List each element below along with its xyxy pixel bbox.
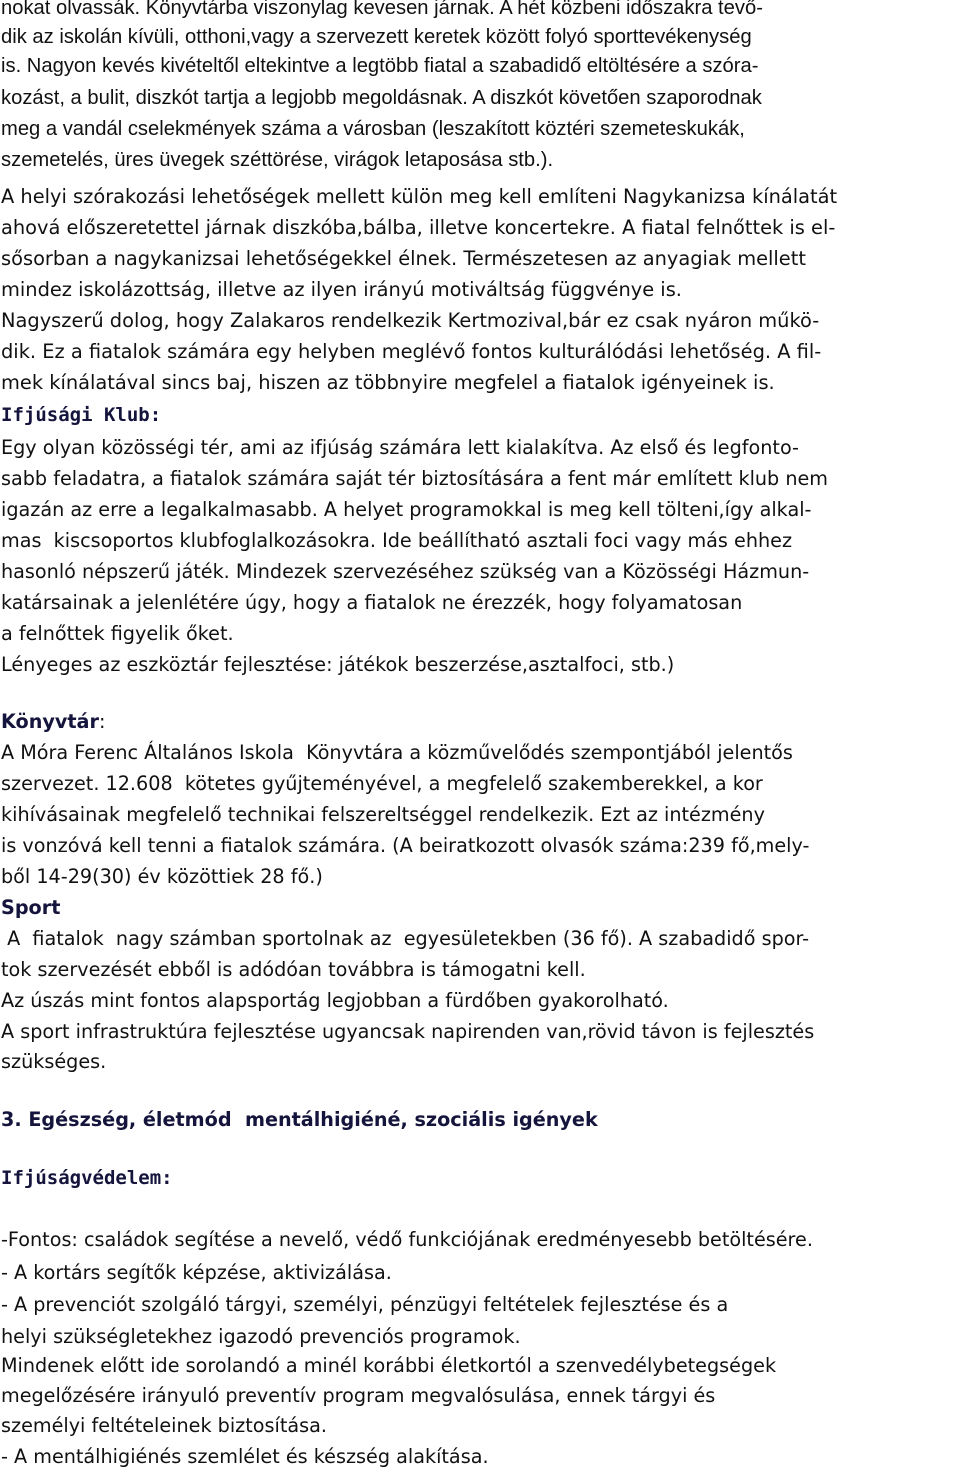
body-line: mek kínálatával sincs baj, hiszen az többnyire megfelel a fiatalok igényeinek is. (1, 371, 775, 394)
klub-line: katársainak a jelenlétére úgy, hogy a fiatalok ne érezzék, hogy folyamatosan (1, 591, 743, 614)
sport-line: Az úszás mint fontos alapsportág legjobban a fürdőben gyakorolható. (1, 989, 669, 1012)
konyvtar-heading: Könyvtár (1, 710, 99, 733)
klub-line: igazán az erre a legalkalmasabb. A helyet programokkal is meg kell tölteni,így alkal- (1, 498, 812, 521)
konyvtar-line: ből 14-29(30) év közöttiek 28 fő.) (1, 865, 323, 888)
ifjusagvedelem-line: - A kortárs segítők képzése, aktivizálása. (1, 1261, 392, 1284)
konyvtar-line: is vonzóvá kell tenni a fiatalok számára. (A beiratkozott olvasók száma:239 fő,mely- (1, 834, 810, 857)
intro-line: kozást, a bulit, diszkót tartja a legjobb megoldásnak. A diszkót követően szaporodnak (1, 87, 762, 109)
body-line: Nagyszerű dolog, hogy Zalakaros rendelkezik Kertmozival,bár ez csak nyáron műkö- (1, 309, 820, 332)
ifjusagvedelem-line: személyi feltételeinek biztosítása. (1, 1414, 327, 1437)
ifjusagvedelem-line: -Fontos: családok segítése a nevelő, védő funkciójának eredményesebb betöltésére. (1, 1228, 813, 1251)
konyvtar-line: szervezet. 12.608 kötetes gyűjteményével, a megfelelő szakemberekkel, a kor (1, 772, 763, 795)
klub-line: Egy olyan közösségi tér, ami az ifjúság számára lett kialakítva. Az első és legfonto- (1, 436, 799, 459)
intro-line: meg a vandál cselekmények száma a városban (leszakított köztéri szemeteskukák, (1, 118, 745, 140)
klub-line: hasonló népszerű játék. Mindezek szervezéséhez szükség van a Közösségi Házmun- (1, 560, 810, 583)
intro-line: dik az iskolán kívüli, otthoni,vagy a szervezett keretek között folyó sporttevékenység (1, 26, 752, 48)
klub-line: sabb feladatra, a fiatalok számára saját tér biztosítására a fent már említett klub nem (1, 467, 828, 490)
sport-heading: Sport (1, 896, 61, 919)
body-line: A helyi szórakozási lehetőségek mellett külön meg kell említeni Nagykanizsa kínálatát (1, 185, 838, 208)
body-line: ahová előszeretettel járnak diszkóba,bálba, illetve koncertekre. A fiatal felnőttek is el- (1, 216, 836, 239)
body-line: dik. Ez a fiatalok számára egy helyben meglévő fontos kulturálódási lehetőség. A fil- (1, 340, 822, 363)
konyvtar-line: kihívásainak megfelelő technikai felszereltséggel rendelkezik. Ezt az intézmény (1, 803, 765, 826)
konyvtar-heading-line (1, 706, 105, 737)
section-3-heading: 3. Egészség, életmód mentálhigiéné, szociális igények (1, 1108, 598, 1131)
konyvtar-colon: : (98, 710, 106, 733)
body-line: mindez iskolázottság, illetve az ilyen irányú motiváltság függvénye is. (1, 278, 682, 301)
body-line: sősorban a nagykanizsai lehetőségekkel élnek. Természetesen az anyagiak mellett (1, 247, 806, 270)
ifjusagvedelem-line: - A prevenciót szolgáló tárgyi, személyi, pénzügyi feltételek fejlesztése és a (1, 1293, 729, 1316)
sport-line: tok szervezését ebből is adódóan továbbra is támogatni kell. (1, 958, 586, 981)
sport-line: szükséges. (1, 1050, 107, 1073)
ifjusagvedelem-line: megelőzésére irányuló preventív program megvalósulása, ennek tárgyi és (1, 1384, 716, 1407)
sport-line: A sport infrastruktúra fejlesztése ugyancsak napirenden van,rövid távon is fejlesztés (1, 1020, 815, 1043)
klub-line: Lényeges az eszköztár fejlesztése: játékok beszerzése,asztalfoci, stb.) (1, 653, 675, 676)
intro-line: szemetelés, üres üvegek széttörése, virágok letaposása stb.). (1, 149, 554, 171)
sport-line: A fiatalok nagy számban sportolnak az egyesületekben (36 fő). A szabadidő spor- (1, 927, 810, 950)
ifjusagvedelem-line: Mindenek előtt ide sorolandó a minél korábbi életkortól a szenvedélybetegségek (1, 1354, 777, 1377)
ifjusagvedelem-line: helyi szükségletekhez igazodó prevenciós programok. (1, 1325, 521, 1348)
intro-line: nokat olvassák. Könyvtárba viszonylag kevesen járnak. A hét közbeni időszakra tevő- (1, 0, 763, 19)
ifjusagvedelem-line: - A mentálhigiénés szemlélet és készség alakítása. (1, 1445, 489, 1468)
intro-line: is. Nagyon kevés kivételtől eltekintve a legtöbb fiatal a szabadidő eltöltésére a szóra- (1, 55, 759, 77)
ifjusagi-klub-heading: Ifjúsági Klub: (1, 404, 162, 426)
klub-line: a felnőttek figyelik őket. (1, 622, 234, 645)
klub-line: mas kiscsoportos klubfoglalkozásokra. Ide beállítható asztali foci vagy más ehhez (1, 529, 793, 552)
ifjusagvedelem-heading: Ifjúságvédelem: (1, 1167, 173, 1189)
konyvtar-line: A Móra Ferenc Általános Iskola Könyvtára a közművelődés szempontjából jelentős (1, 741, 793, 764)
